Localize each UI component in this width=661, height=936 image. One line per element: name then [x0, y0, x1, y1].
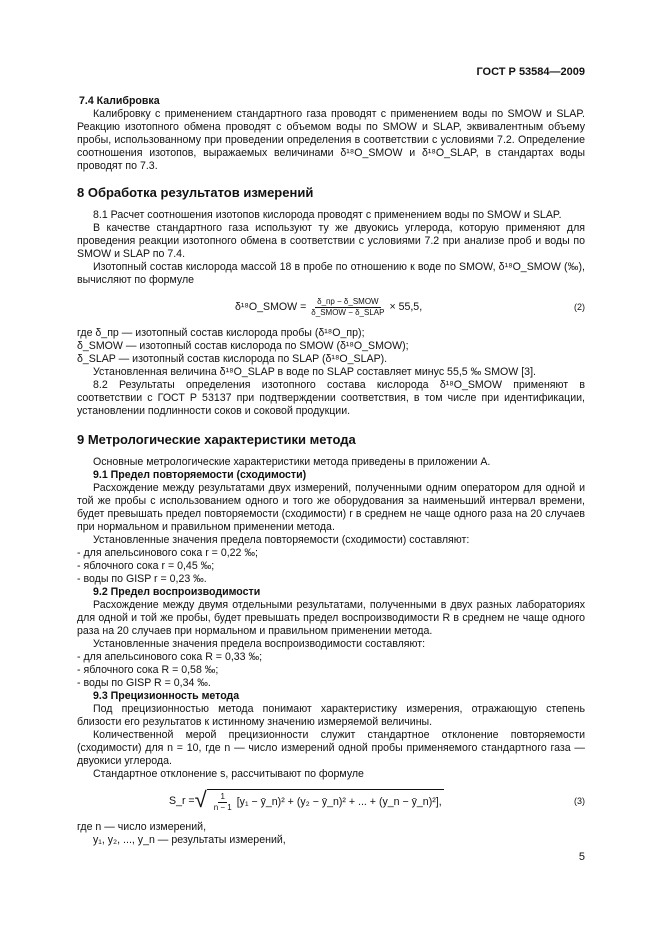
formula-3-root: [195, 789, 444, 813]
section-9-heading: 9 Метрологические характеристики метода: [77, 432, 356, 447]
formula-2-denominator: δ_SMOW − δ_SLAP: [311, 307, 385, 317]
reproducibility-orange: - для апельсинового сока R = 0,33 ‰;: [77, 651, 263, 663]
repeatability-gisp: - воды по GISP r = 0,23 ‰.: [77, 573, 207, 585]
formula-2-lhs: δ¹⁸O_SMOW =: [235, 300, 307, 313]
section-8-1-formula-intro: Изотопный состав кислорода массой 18 в пробе по отношению к воде по SMOW, δ¹⁸O_SMOW (‰), вычисляют по формуле: [77, 261, 585, 286]
section-9-2-title: 9.2 Предел воспроизводимости: [93, 586, 261, 598]
section-9-2-text: Расхождение между двумя отдельными результатами, полученными в двух разных лабораториях для одной и той же пробы, будет превышать предел воспроизводимости R в среднем не чаще одного раза на 20 случаев при нормальном и правильном применении метода.: [77, 599, 585, 637]
where-delta-smow: δ_SMOW — изотопный состав кислорода по SMOW (δ¹⁸O_SMOW);: [77, 340, 409, 352]
section-9-1-title: 9.1 Предел повторяемости (сходимости): [93, 469, 307, 481]
where-n: где n — число измерений,: [77, 821, 207, 833]
formula-2-fraction: [309, 297, 386, 318]
formula-2: [77, 291, 585, 323]
where-delta-sample: где δ_пр — изотопный состав кислорода пробы (δ¹⁸O_пр);: [77, 327, 365, 339]
section-7-4-text: Калибровку с применением стандартного газа проводят с применением воды по SMOW и SLAP. Реакцию изотопного обмена проводят с объемом воды по SMOW и SLAP, эквивалентным объему пробы, использованному при проведении определения в соответствии с условиями 7.2. Определение соотношения изотопов, выражаемых величинами δ¹⁸O_SMOW и δ¹⁸O_SLAP, в стандартах воды проводят по 7.3.: [77, 108, 585, 172]
standard-number: ГОСТ Р 53584—2009: [476, 66, 585, 78]
sqrt-symbol-icon: √: [194, 787, 207, 812]
section-7-4-title: 7.4 Калибровка: [79, 95, 160, 107]
section-9-2-values-intro: Установленные значения предела воспроизводимости составляют:: [93, 638, 426, 650]
formula-2-rhs: × 55,5,: [389, 300, 423, 313]
section-9-3-title: 9.3 Прецизионность метода: [93, 690, 240, 702]
formula-3-number: (3): [574, 795, 585, 806]
repeatability-apple: - яблочного сока r = 0,45 ‰;: [77, 560, 215, 572]
page-content: [77, 95, 585, 847]
formula-3-fraction: [212, 792, 234, 813]
formula-3-numerator: 1: [220, 792, 225, 801]
slap-value-text: Установленная величина δ¹⁸O_SLAP в воде по SLAP составляет минус 55,5 ‰ SMOW [3].: [93, 366, 536, 378]
section-8-2-text: 8.2 Результаты определения изотопного состава кислорода δ¹⁸O_SMOW применяют в соответствии с ГОСТ Р 53137 при подтверждении соответствия, в том числе при идентификации, установлении подлинности соков и соковой продукции.: [77, 379, 585, 417]
reproducibility-apple: - яблочного сока R = 0,58 ‰;: [77, 664, 219, 676]
formula-2-numerator: δ_пр − δ_SMOW: [317, 296, 379, 306]
section-9-intro: Основные метрологические характеристики метода приведены в приложении А.: [93, 456, 491, 468]
where-y: y₁, y₂, ..., y_n — результаты измерений,: [93, 834, 286, 846]
formula-3-lhs: S_r =: [169, 794, 195, 807]
formula-3-radicand: [207, 789, 444, 813]
reproducibility-gisp: - воды по GISP R = 0,34 ‰.: [77, 677, 211, 689]
formula-3-body: [y₁ − ȳ_n)² + (y₂ − ȳ_n)² + ... + (y_n − ȳ_n)²],: [236, 796, 442, 808]
repeatability-orange: - для апельсинового сока r = 0,22 ‰;: [77, 547, 258, 559]
page-number: 5: [578, 851, 585, 863]
section-9-1-text: Расхождение между результатами двух измерений, полученными одним оператором для одной и той же пробы с использованием одного и того же оборудования за наименьший интервал времени, будет превышать предел повторяемости (сходимости) r в среднем не чаще одного раза на 20 случаев при нормальном и правильном применении метода.: [77, 482, 585, 533]
where-delta-slap: δ_SLAP — изотопный состав кислорода по SLAP (δ¹⁸O_SLAP).: [77, 353, 388, 365]
section-9-3-text-2: Количественной мерой прецизионности служит стандартное отклонение повторяемости (сходимости) для n = 10, где n — число измерений одной пробы применяемого стандартного газа — двуокиси углерода.: [77, 729, 585, 767]
formula-2-number: (2): [574, 301, 585, 312]
section-8-1-text: 8.1 Расчет соотношения изотопов кислорода проводят с применением воды по SMOW и SLAP.: [93, 209, 562, 221]
formula-3-denominator: n − 1: [213, 803, 232, 812]
section-9-1-values-intro: Установленные значения предела повторяемости (сходимости) составляют:: [93, 534, 470, 546]
section-9-3-formula-intro: Стандартное отклонение s, рассчитывают по формуле: [93, 768, 364, 780]
formula-3: [77, 784, 585, 818]
section-8-1-standard-gas: В качестве стандартного газа используют ту же двуокись углерода, которую применяют для проведения реакции изотопного обмена в соответствии с условиями 7.2 при анализе проб и воды по SMOW и SLAP по 7.4.: [77, 222, 585, 260]
section-9-3-text-1: Под прецизионностью метода понимают характеристику измерения, отражающую степень близости его результатов к истинному значению измеряемой величины.: [77, 703, 585, 728]
section-8-heading: 8 Обработка результатов измерений: [77, 185, 314, 200]
